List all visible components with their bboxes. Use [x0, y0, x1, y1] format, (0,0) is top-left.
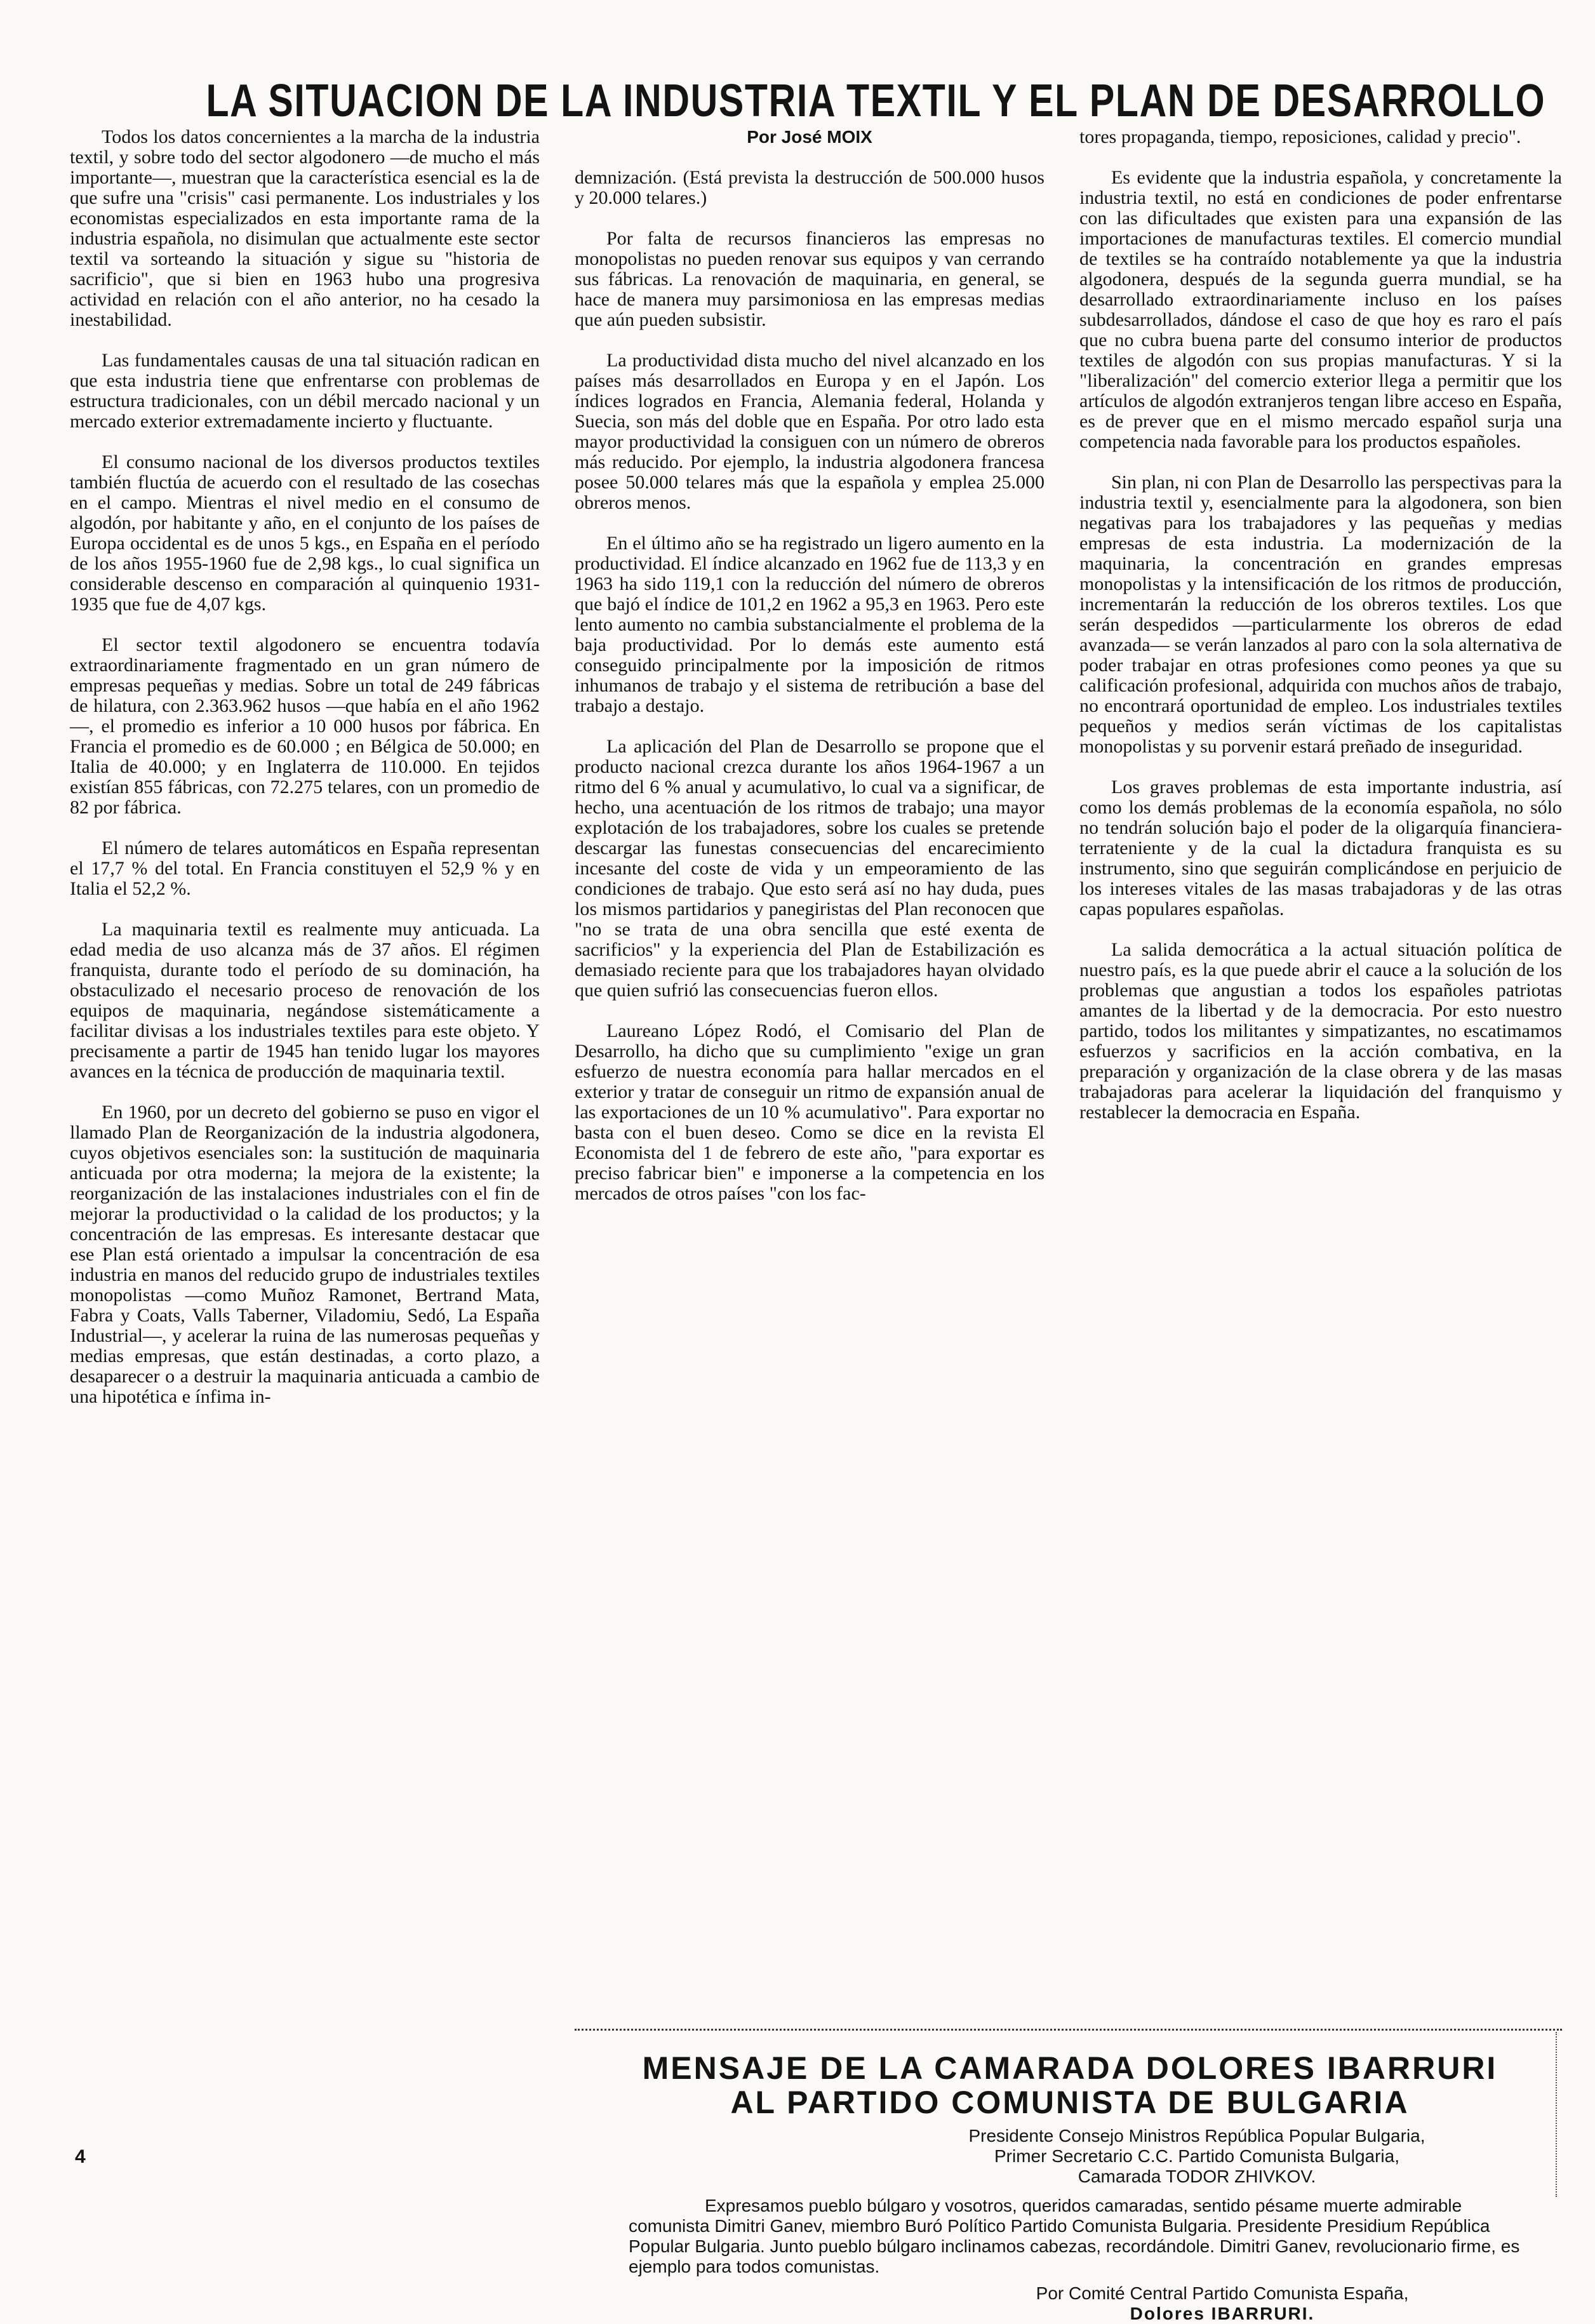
paragraph: La salida democrática a la actual situación política de nuestro país, es la que puede abrir el cauce a la solución de los problemas que angustian a todos los españoles patriotas amantes de la libertad y de la democracia. Por esto nuestro partido, todos los militantes y simpatizantes, no escatimamos esfuerzos y sacrificios en la acción combativa, en la preparación y organización de la clase obrera y de las masas trabajadoras para acelerar la liquidación del franquismo y restablecer la democracia en España. [1079, 939, 1562, 1123]
paragraph: Los graves problemas de esta importante industria, así como los demás problemas de la economía española, no sólo no tendrán solución bajo el poder de la oligarquía financiera-terrateniente y de la cual la dictadura franquista es su instrumento, sino que seguirán complicándose en perjuicio de los intereses vitales de las masas trabajadoras y de las otras capas populares españolas. [1079, 777, 1562, 919]
paragraph: Por falta de recursos financieros las empresas no monopolistas no pueden renovar sus equipos y van cerrando sus fábricas. La renovación de maquinaria, en general, se hace de manera muy parsimoniosa en las empresas medias que aún pueden subsistir. [575, 228, 1044, 330]
paragraph: La aplicación del Plan de Desarrollo se propone que el producto nacional crezca durante los años 1964-1967 a un ritmo del 6 % anual y acumulativo, lo cual va a significar, de hecho, una acentuación de los ritmos de trabajo; una mayor explotación de los trabajadores, sobre los cuales se pretende descargar las funestas consecuencias del encarecimiento incesante del coste de vida y un empeoramiento de las condiciones de trabajo. Que esto será así no hay duda, pues los mismos partidarios y panegiristas del Plan reconocen que "no se trata de una obra sencilla que esté exenta de sacrificios" y la experiencia del Plan de Estabilización es demasiado reciente para que los trabajadores hayan olvidado que quien sufrió las consecuencias fueron ellos. [575, 736, 1044, 1001]
addressee-line: Presidente Consejo Ministros República Popular Bulgaria, [968, 2126, 1425, 2146]
paragraph: Sin plan, ni con Plan de Desarrollo las perspectivas para la industria textil y, esencialmente para la algodonera, son bien negativas para los trabajadores y las pequeñas y medias empresas de esta industria. La modernización de la maquinaria, la concentración en grandes empresas monopolistas y la intensificación de los ritmos de producción, incrementarán la reducción de los obreros textiles. Los que serán despedidos —particularmente los obreros de edad avanzada— se verán lanzados al paro con la sola alternativa de poder trabajar en otras profesiones como peones ya que su calificación profesional, adquirida con muchos años de trabajo, no encontrará oportunidad de empleo. Los industriales textiles pequeños y medios serán víctimas de los capitalistas monopolistas y su porvenir estará preñado de inseguridad. [1079, 472, 1562, 757]
paragraph: Es evidente que la industria española, y concretamente la industria textil, no está en condiciones de poder enfrentarse con las dificultades que existen para una expansión de las importaciones de manufacturas textiles. El comercio mundial de textiles se ha contraído notablemente ya que la industria algodonera, después de la segunda guerra mundial, se ha desarrollado extraordinariamente incluso en los países subdesarrollados, dándose el caso de que hoy es raro el país que no cubra buena parte del consumo interior de productos textiles de algodón con sus propias manufacturas. Y si la "liberalización" del comercio exterior llega a permitir que los artículos de algodón extranjeros tengan libre acceso en España, es de prever que en el mismo mercado español surja una competencia nada favorable para los productos españoles. [1079, 167, 1562, 452]
section-divider [575, 2029, 1562, 2031]
message-title-line: AL PARTIDO COMUNISTA DE BULGARIA [730, 2085, 1410, 2120]
paragraph: El número de telares automáticos en España representan el 17,7 % del total. En Francia constituyen el 52,9 % y en Italia el 52,2 %. [70, 838, 540, 899]
paragraph: El sector textil algodonero se encuentra todavía extraordinariamente fragmentado en un gran número de empresas pequeñas y medias. Sobre un total de 249 fábricas de hilatura, con 2.363.962 husos —que había en el año 1962—, el promedio es inferior a 10 000 husos por fábrica. En Francia el promedio es de 60.000 ; en Bélgica de 50.000; en Italia de 40.000; y en Inglaterra de 110.000. En tejidos existían 855 fábricas, con 72.275 telares, con un promedio de 82 por fábrica. [70, 634, 540, 818]
article-column-3 [1079, 127, 1562, 1143]
article-headline: LA SITUACION DE LA INDUSTRIA TEXTIL Y EL PLAN DE DESARROLLO [206, 76, 1546, 127]
message-box [591, 2051, 1549, 2324]
paragraph: La maquinaria textil es realmente muy anticuada. La edad media de uso alcanza más de 37 años. El régimen franquista, durante todo el período de su dominación, ha obstaculizado el necesario proceso de renovación de los equipos de maquinaria, negándose sistemáticamente a facilitar divisas a los industriales textiles para este objeto. Y precisamente a partir de 1945 han tenido lugar los mayores avances en la técnica de producción de maquinaria textil. [70, 919, 540, 1082]
paragraph: El consumo nacional de los diversos productos textiles también fluctúa de acuerdo con el resultado de las cosechas en el campo. Mientras el nivel medio en el consumo de algodón, por habitante y año, en el conjunto de los países de Europa occidental es de unos 5 kgs., en España en el período de los años 1955-1960 fue de 2,98 kgs., lo cual significa un considerable descenso en comparación al quinquenio 1931-1935 que fue de 4,07 kgs. [70, 451, 540, 615]
paragraph: En el último año se ha registrado un ligero aumento en la productividad. El índice alcanzado en 1962 fue de 113,3 y en 1963 ha sido 119,1 con la reducción del número de obreros que bajó el índice de 101,2 en 1962 a 95,3 en 1963. Pero este lento aumento no cambia substancialmente el problema de la baja productividad. Por lo demás este aumento está conseguido principalmente por la imposición de ritmos inhumanos de trabajo y el sistema de retribución a base del trabajo a destajo. [575, 533, 1044, 716]
message-title-line: MENSAJE DE LA CAMARADA DOLORES IBARRURI [642, 2050, 1498, 2086]
signature-line: Por Comité Central Partido Comunista España, [1036, 2283, 1409, 2303]
paragraph: demnización. (Está prevista la destrucción de 500.000 husos y 20.000 telares.) [575, 167, 1044, 208]
message-body: Expresamos pueblo búlgaro y vosotros, queridos camaradas, sentido pésame muerte admirable comunista Dimitri Ganev, miembro Buró Político Partido Comunista Bulgaria. Presidente Presidium República Popular Bulgaria. Junto pueblo búlgaro inclinamos cabezas, recordándole. Dimitri Ganev, revolucionario firme, es ejemplo para todos comunistas. [629, 2196, 1520, 2276]
paragraph: Todos los datos concernientes a la marcha de la industria textil, y sobre todo del sector algodonero —de mucho el más importante—, muestran que la característica esencial es la de que sufre una "crisis" casi permanente. Los industriales y los economistas especializados en esta importante rama de la industria española, no disimulan que actualmente este sector textil va sorteando la situación y sigue su "historia de sacrificio", que si bien en 1963 hubo una progresiva actividad en relación con el año anterior, no ha cesado la inestabilidad. [70, 126, 540, 330]
paragraph: tores propaganda, tiempo, reposiciones, calidad y precio". [1079, 126, 1521, 147]
paragraph: En 1960, por un decreto del gobierno se puso en vigor el llamado Plan de Reorganización de la industria algodonera, cuyos objetivos esenciales son: la sustitución de maquinaria anticuada por otra moderna; la mejora de la existente; la reorganización de las instalaciones industriales con el fin de mejorar la productividad o la calidad de los productos; y la concentración de las empresas. Es interesante destacar que ese Plan está orientado a impulsar la concentración de esa industria en manos del reducido grupo de industriales textiles monopolistas —como Muñoz Ramonet, Bertrand Mata, Fabra y Coats, Valls Taberner, Viladomiu, Sedó, La España Industrial—, y acelerar la ruina de las numerosas pequeñas y medias empresas, que están destinadas, a corto plazo, a desaparecer o a destruir la maquinaria anticuada a cambio de una hipotética e ínfima in- [70, 1102, 540, 1407]
article-column-1 [70, 127, 540, 1427]
box-border [1556, 2032, 1557, 2197]
paragraph: Las fundamentales causas de una tal situación radican en que esta industria tiene que enfrentarse con problemas de estructura tradicionales, con un débil mercado nacional y un mercado exterior extremadamente incierto y fluctuante. [70, 350, 540, 432]
paragraph: Laureano López Rodó, el Comisario del Plan de Desarrollo, ha dicho que su cumplimiento "exige un gran esfuerzo de nuestra economía para hallar mercados en el exterior y tratar de conseguir un ritmo de expansión anual de las exportaciones de un 10 % acumulativo". Para exportar no basta con el buen deseo. Como se dice en la revista El Economista del 1 de febrero de este año, "para exportar es preciso fabricar bien" e imponerse a la competencia en los mercados de otros países "con los fac- [575, 1020, 1044, 1204]
addressee-line: Camarada TODOR ZHIVKOV. [1078, 2167, 1316, 2186]
message-title [591, 2051, 1549, 2120]
addressee-line: Primer Secretario C.C. Partido Comunista Bulgaria, [994, 2146, 1399, 2166]
page-number: 4 [75, 2146, 86, 2167]
signature-name: Dolores IBARRURI. [1130, 2304, 1315, 2323]
paragraph: La productividad dista mucho del nivel alcanzado en los países más desarrollados en Europa y en el Japón. Los índices logrados en Francia, Alemania federal, Holanda y Suecia, son más del doble que en España. Por otro lado esta mayor productividad la consiguen con un número de obreros más reducido. Por ejemplo, la industria algodonera francesa posee 50.000 telares más que la española y emplea 25.000 obreros menos. [575, 350, 1044, 513]
message-addressee [844, 2126, 1549, 2187]
message-signature [895, 2283, 1549, 2324]
author-byline: Por José MOIX [747, 127, 872, 147]
article-column-2 [575, 127, 1044, 1224]
